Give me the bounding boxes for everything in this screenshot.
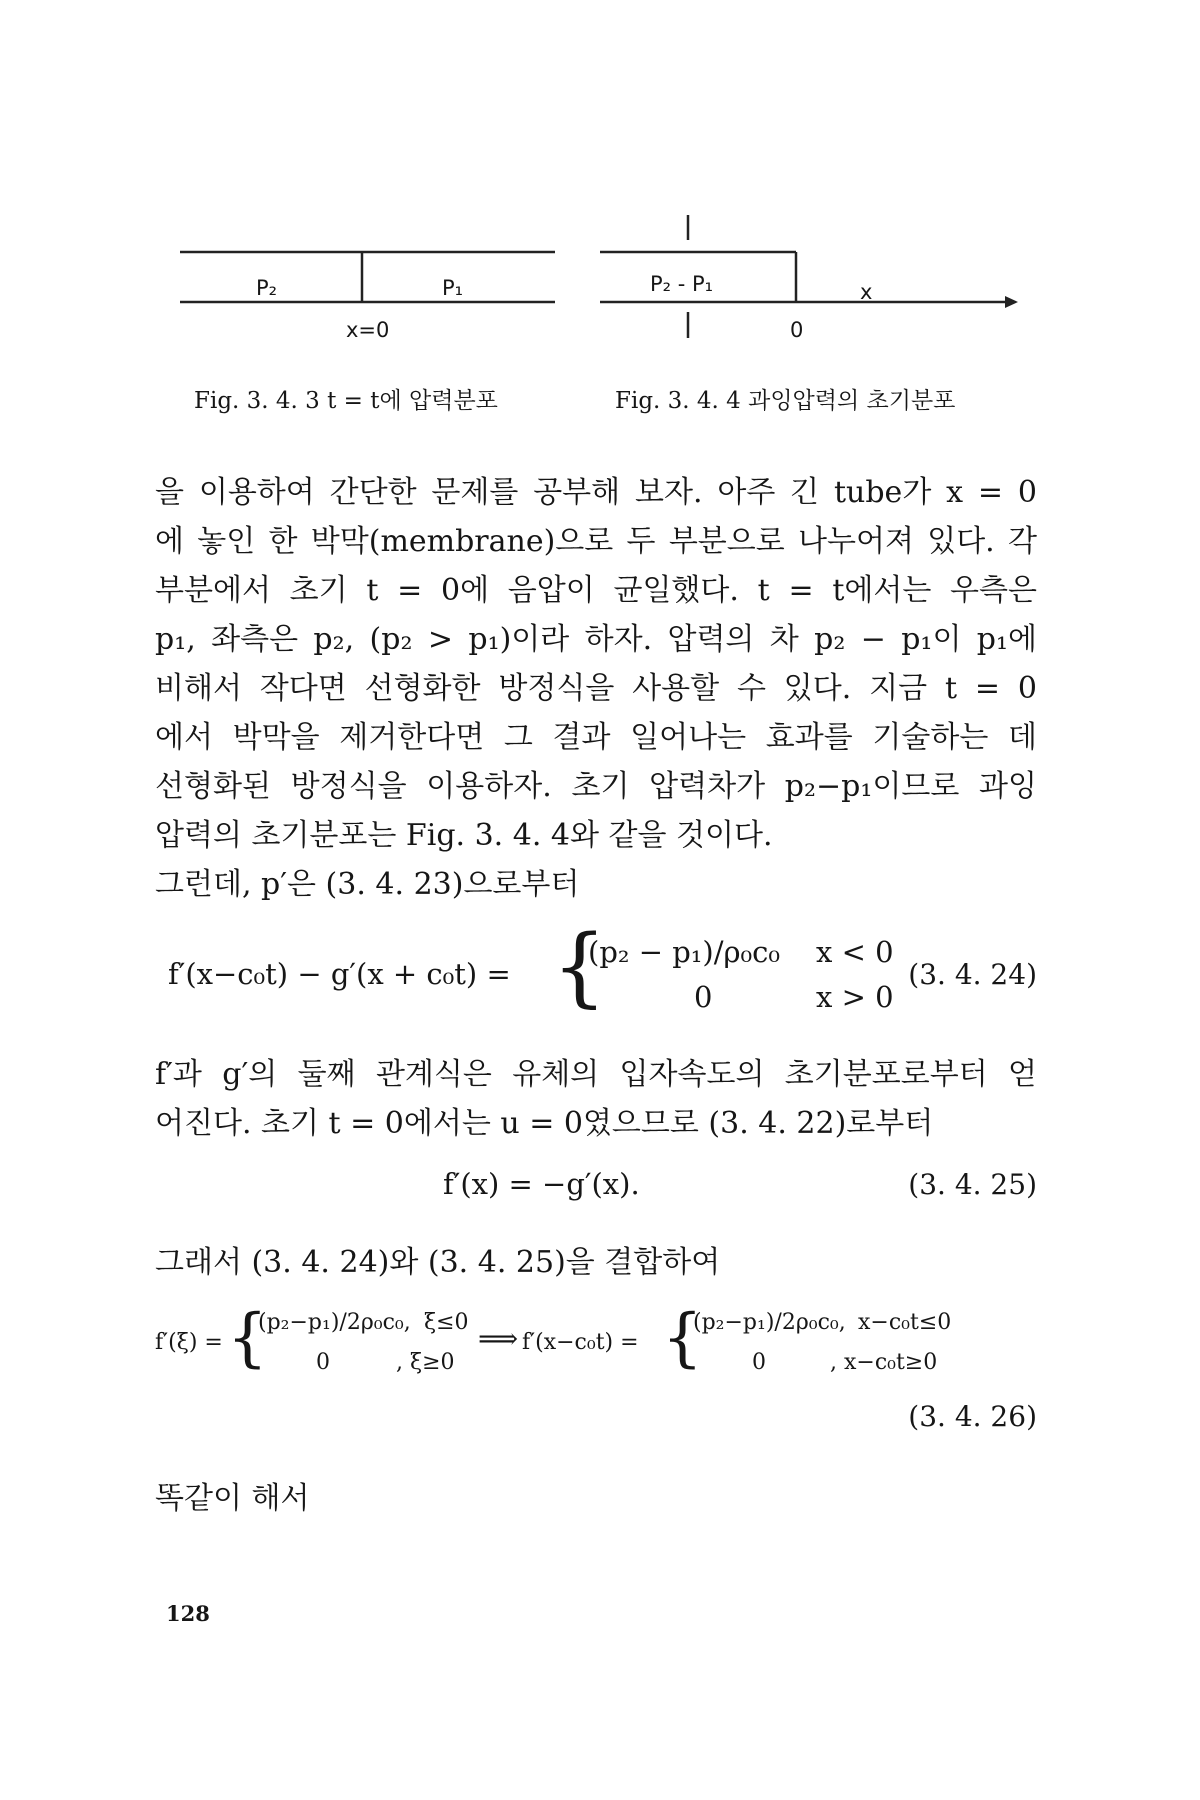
eq-3-4-24-case1-value: (p₂ − p₁)/ρ₀c₀ [588, 935, 781, 969]
fig-3-4-3-origin-label: x=0 [346, 318, 390, 342]
eq-3-4-26-lhs2: f′(x−c₀t) = [522, 1330, 639, 1355]
fig-3-4-4-origin-label: 0 [790, 318, 804, 342]
fig-3-4-3-caption: Fig. 3. 4. 3 t = t에 압력분포 [194, 388, 498, 414]
paragraph-1-line: 을 이용하여 간단한 문제를 공부해 보자. 아주 긴 tube가 x = 0 [155, 475, 1037, 510]
eq-3-4-26-b-case2-cond: , x−c₀t≥0 [830, 1350, 938, 1375]
fig-3-4-4-caption: Fig. 3. 4. 4 과잉압력의 초기분포 [615, 388, 956, 414]
paragraph-1-line: 에 놓인 한 박막(membrane)으로 두 부분으로 나누어져 있다. 각 [155, 524, 1037, 559]
fig-3-4-3-right-label: P₁ [442, 276, 464, 300]
paragraph-3-line: 그래서 (3. 4. 24)와 (3. 4. 25)을 결합하여 [155, 1245, 721, 1280]
eq-3-4-26-a-case2-value: 0 [316, 1350, 330, 1375]
fig-3-4-4-axis-label: x [860, 280, 873, 304]
eq-3-4-26-number: (3. 4. 26) [908, 1400, 1037, 1433]
eq-3-4-26-lhs1: f′(ξ) = [155, 1330, 223, 1355]
eq-3-4-24-number: (3. 4. 24) [908, 958, 1037, 991]
fig-3-4-3-left-label: P₂ [256, 276, 278, 300]
paragraph-2 [155, 1050, 1037, 1148]
eq-3-4-26-a-case1-value: (p₂−p₁)/2ρ₀c₀, [258, 1310, 411, 1335]
eq-3-4-26-b-case2-value: 0 [752, 1350, 766, 1375]
paragraph-4-line: 똑같이 해서 [155, 1481, 310, 1516]
eq-3-4-24-case2-cond: x > 0 [816, 980, 894, 1014]
eq-3-4-26-a-case2-cond: , ξ≥0 [396, 1350, 455, 1375]
paragraph-1 [155, 468, 1037, 909]
eq-3-4-24-brace: { [552, 917, 607, 1017]
paragraph-4 [155, 1474, 1037, 1523]
paragraph-3 [155, 1238, 1037, 1287]
paragraph-1-line: 에서 박막을 제거한다면 그 결과 일어나는 효과를 기술하는 데 [155, 720, 1037, 755]
eq-3-4-25-expr: f′(x) = −g′(x). [443, 1167, 640, 1201]
paragraph-2-line: 어진다. 초기 t = 0에서는 u = 0였으므로 (3. 4. 22)로부터 [155, 1106, 934, 1141]
x-axis-arrow-icon [1005, 296, 1018, 308]
paragraph-2-line: f′과 g′의 둘째 관계식은 유체의 입자속도의 초기분포로부터 얻 [155, 1057, 1037, 1092]
paragraph-1-line: 부분에서 초기 t = 0에 음압이 균일했다. t = t에서는 우측은 [155, 573, 1037, 608]
eq-3-4-24-case2-value: 0 [694, 980, 713, 1014]
paragraph-1-line: 선형화된 방정식을 이용하자. 초기 압력차가 p₂−p₁이므로 과잉 [155, 769, 1037, 804]
eq-3-4-26-a-case1-cond: ξ≤0 [424, 1310, 469, 1335]
eq-3-4-26-b-case1-cond: x−c₀t≤0 [858, 1310, 952, 1335]
eq-3-4-26-implies-arrow: ⟹ [478, 1322, 519, 1355]
fig-3-4-4-region-label: P₂ - P₁ [650, 272, 714, 296]
paragraph-1-line: p₁, 좌측은 p₂, (p₂ > p₁)이라 하자. 압력의 차 p₂ − p₁이 p₁에 [155, 622, 1037, 657]
eq-3-4-26-b-case1-value: (p₂−p₁)/2ρ₀c₀, [693, 1310, 846, 1335]
eq-3-4-26-brace-b: { [662, 1301, 703, 1375]
eq-3-4-24-case1-cond: x < 0 [816, 935, 894, 969]
paragraph-1-line: 그런데, p′은 (3. 4. 23)으로부터 [155, 867, 580, 902]
page-number: 128 [166, 1601, 210, 1626]
eq-3-4-25-number: (3. 4. 25) [908, 1168, 1037, 1201]
paragraph-1-line: 비해서 작다면 선형화한 방정식을 사용할 수 있다. 지금 t = 0 [155, 671, 1037, 706]
eq-3-4-26-brace-a: { [227, 1301, 268, 1375]
eq-3-4-24-lhs: f′(x−c₀t) − g′(x + c₀t) = [168, 957, 511, 991]
paragraph-1-line: 압력의 초기분포는 Fig. 3. 4. 4와 같을 것이다. [155, 818, 773, 853]
